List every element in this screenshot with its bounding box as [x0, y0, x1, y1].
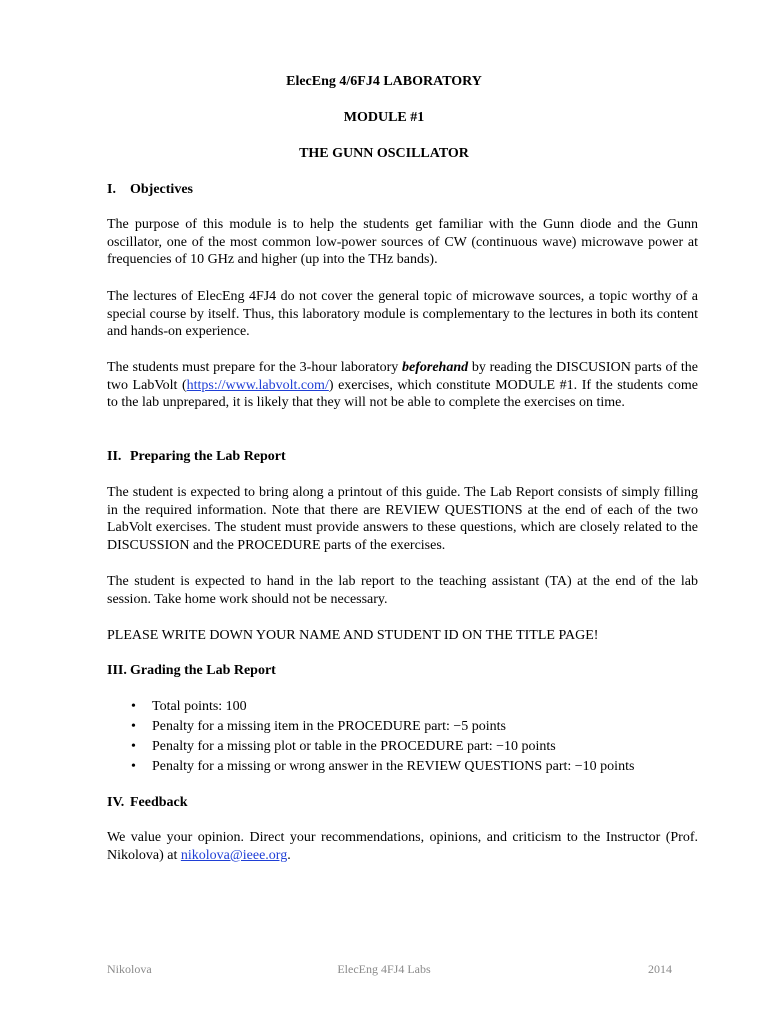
- module-title: MODULE #1: [343, 110, 425, 125]
- section-number: IV.: [107, 795, 125, 810]
- section-report-heading: [107, 448, 286, 466]
- footer-year: 2014: [648, 962, 672, 976]
- section-title: Objectives: [130, 182, 193, 197]
- section-feedback-heading: [107, 794, 188, 812]
- objectives-paragraph-1: The purpose of this module is to help the students get familiar with the Gunn diode and the Gunn oscillator, one of the most common low-power sources of CW (continuous wave) microwave power at frequencies of 10 GHz and higher (up into the THz bands).: [107, 217, 698, 267]
- report-paragraph-2: The student is expected to hand in the lab report to the teaching assistant (TA) at the end of the lab session. Take home work should not be necessary.: [107, 574, 698, 607]
- objectives-paragraph-2: The lectures of ElecEng 4FJ4 do not cover the general topic of microwave sources, a topic worthy of a special course by itself. Thus, this laboratory module is complementary to the lectures in both its content and hands-on experience.: [107, 289, 698, 339]
- list-item: • Penalty for a missing plot or table in the PROCEDURE part: −10 points: [131, 739, 556, 754]
- section-number: I.: [107, 182, 116, 197]
- course-title: ElecEng 4/6FJ4 LABORATORY: [286, 74, 482, 89]
- list-item: • Penalty for a missing item in the PROCEDURE part: −5 points: [131, 719, 506, 734]
- report-paragraph-3: PLEASE WRITE DOWN YOUR NAME AND STUDENT ID ON THE TITLE PAGE!: [107, 628, 599, 643]
- section-objectives-heading: [107, 181, 193, 199]
- objectives-paragraph-3: The students must prepare for the 3-hour laboratory beforehand by reading the DISCUSION parts of the two LabVolt (https://www.labvolt.com/) exercises, which constitute MODULE #1. If the students come to the lab unprepared, it is likely that they will not be able to complete the exercises on time.: [107, 360, 698, 410]
- footer-course: ElecEng 4FJ4 Labs: [337, 962, 431, 976]
- feedback-paragraph: We value your opinion. Direct your recommendations, opinions, and criticism to the Instructor (Prof. Nikolova) at nikolova@ieee.org.: [107, 830, 698, 863]
- email-link[interactable]: nikolova@ieee.org: [180, 847, 288, 863]
- grading-list: [131, 697, 701, 777]
- labvolt-link[interactable]: https://www.labvolt.com/: [186, 377, 329, 393]
- section-number: III.: [107, 663, 127, 678]
- section-grading-heading: [107, 662, 276, 680]
- emphasis-beforehand: beforehand: [402, 360, 469, 375]
- list-item: • Total points: 100: [131, 699, 247, 714]
- page-title: THE GUNN OSCILLATOR: [299, 146, 469, 161]
- section-title: Feedback: [130, 795, 188, 810]
- section-title: Grading the Lab Report: [130, 663, 276, 678]
- report-paragraph-1: The student is expected to bring along a printout of this guide. The Lab Report consists of simply filling in the required information. Note that there are REVIEW QUESTIONS at the end of each of the two LabVolt exercises. The student must provide answers to these questions, which are closely related to the DISCUSSION and the PROCEDURE parts of the exercises.: [107, 485, 698, 553]
- section-number: II.: [107, 449, 122, 464]
- footer-author: Nikolova: [107, 962, 152, 976]
- section-title: Preparing the Lab Report: [130, 449, 286, 464]
- list-item: • Penalty for a missing or wrong answer in the REVIEW QUESTIONS part: −10 points: [131, 759, 635, 774]
